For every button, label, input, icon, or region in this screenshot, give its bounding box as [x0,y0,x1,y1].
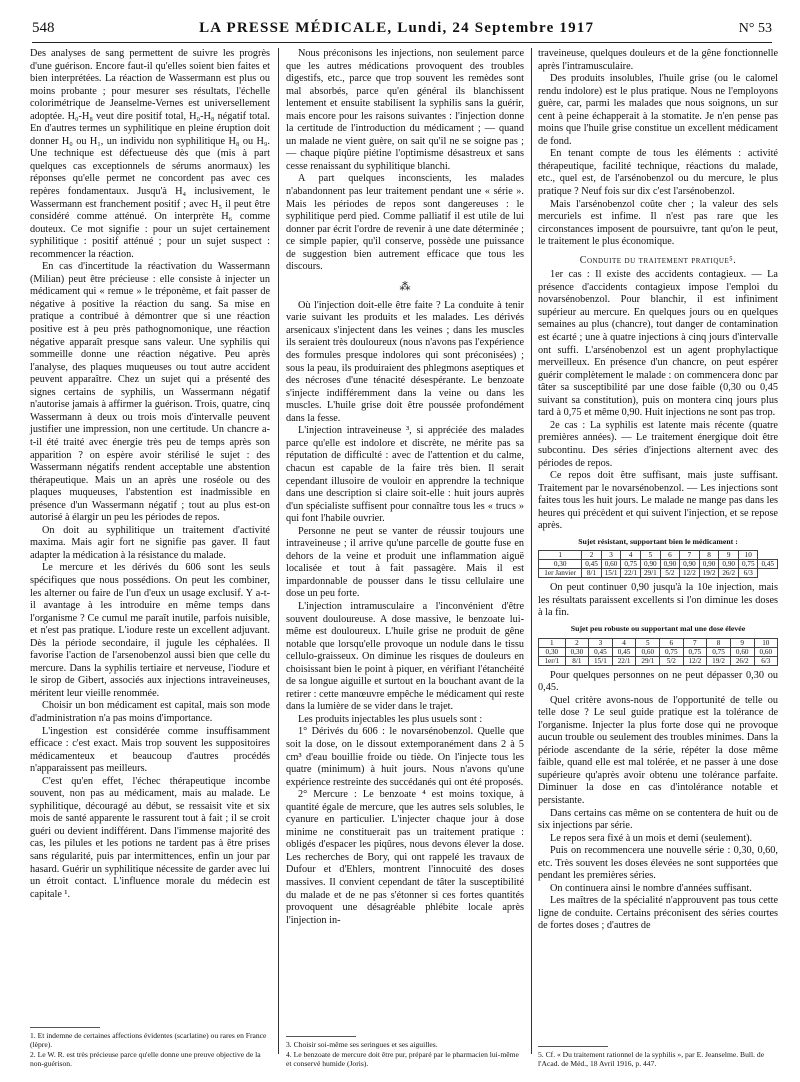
table-cell: 0,30 [565,647,588,656]
table-cell: 9 [719,551,739,560]
paragraph: On doit au syphilitique un traitement d'activité maxima. Mais agir fort ne signifie pas gaver. Il faut adapter la médication à la résistance du malade. [30,524,270,561]
table-cell: 0,60 [601,560,621,569]
table-cell: 5/2 [660,656,683,665]
table-cell: 0,45 [582,560,601,569]
column-2 [286,48,524,927]
table-cell: 0,60 [730,647,754,656]
paragraph: 2° Mercure : Le benzoate ⁴ est moins toxique, à quantité égale de mercure, que les autres sels solubles, le cyanure en particulier. L'injecter chaque jour à dose minime ne constituerait pas un traitement pratique : obligés d'espacer les piqûres, nous devons élever la dose. Les recherches de Bory, qui ont rappelé les travaux de Dufour et d'Ehlers, montrent l'innocuité des doses massives. Il convient cependant de tâter la susceptibilité du malade et de ne pas s'étonner si ces fortes quantités provoquent une désagréable phlébite locale après l'injection in- [286,789,524,926]
table-cell: 0,75 [739,560,758,569]
dose-table-frail [538,638,778,666]
table-cell: 12/2 [683,656,707,665]
table-cell: 15/1 [601,569,621,578]
paragraph: C'est qu'en effet, l'échec thérapeutique incombe souvent, non pas au médicament, mais au malade. Le syphilitique, découragé au début, se ressaisit vite et six mois de santé apparente le rassurent tout à fait ; il se croit guéri ou devient indifférent. Dans l'immense majorité des cas, les pilules et les potions ne tardent pas à être prises sans régularité, puis par intermittences, enfin un jour par hasard. Guérir un syphilitique nécessite de garder avec lui un étroit contact. L'influence morale du médecin est capitale ¹. [30,775,270,900]
table-cell: 19/2 [707,656,731,665]
table-cell: 9 [730,638,754,647]
table-cell: 6 [660,638,683,647]
paragraph: Nous préconisons les injections, non seulement parce que les autres médications provoquent des troubles digestifs, etc., parce que trop souvent les remèdes sont mal absorbés, parce qu'en général ils blanchissent lentement et ensuite stabilisent la syphilis sans la guérir, mais encore pour les raisons suivantes : l'injection donne la certitude de l'introduction du médicament ; — quand un malade ne vient guère, on sait qu'il ne se soigne pas ; — chaque piqûre piétine l'optimisme désastreux et sans cesse renaissant du syphilitique blanchi. [286,48,524,172]
table-cell: 6/3 [739,569,758,578]
footnote: 1. Et indemne de certaines affections évidentes (scarlatine) ou rares en France (lèpre). [30,1031,267,1050]
table-cell: 8 [707,638,731,647]
table-cell: 0,45 [589,647,613,656]
footnotes-col1 [30,1023,270,1068]
paragraph: Les maîtres de la spécialité n'approuvent pas tous cette ligne de conduite. Certains préconisent des séries courtes de fortes doses ; d'autres de [538,895,778,932]
section-break-asterism: ⁂ [399,280,411,293]
dose-table-resistant [538,550,778,578]
paragraph: Quel critère avons-nous de l'opportunité de telle ou telle dose ? Le seul guide pratique est la tolérance de l'organisme. Injecter la plus forte dose qui ne provoque aucun trouble ou seulement des troubles minimes. Dans la période ascendante de la série, répéter la dose même faible, quand elle est mal tolérée, et ne passer à une dose supérieure qu'après avoir obtenu une tolérance parfaite. Diminuer la dose en cas d'intolérance notable et persistante. [538,694,778,806]
column-divider [278,48,279,1054]
paragraph: Des analyses de sang permettent de suivre les progrès d'une guérison. Encore faut-il qu'elles soient bien faites et bien interprétées. La réaction de Wassermann est plus ou moins probante ; pour mesurer ses résultats, l'échelle colorimétrique de Jeanselme-Vernes est universellement adoptée. H₀-H₈ veut dire positif total, H₀-H₈ négatif total. En d'autres termes un syphilitique en pleine éruption doit donner H₀ ou H₁, un individu non syphilitique H₈ ou H₉. Une technique est défectueuse dès que (mis à part quelques cas exceptionnels de sérums anormaux) les réponses qu'elle permet ne concordent pas avec ces repères fondamentaux. Jusqu'à H₄ inclusivement, le Wassermann est franchement positif ; avec H₅ il peut être considéré comme atténué. On interprète H₆ comme douteux. Ce mot signifie : pour un sujet certainement syphilitique : positif atténué ; pour un sujet suspect : recommencer la réaction. [30,48,270,260]
header-rule [32,42,772,43]
paragraph: Pour quelques personnes on ne peut dépasser 0,30 ou 0,45. [538,669,778,694]
table-cell: 5 [636,638,660,647]
paragraph: En cas d'incertitude la réactivation du Wassermann (Milian) peut être précieuse : elle consiste à injecter un médicament qui « remue » le tréponème, et fait passer de négative à positive la réaction du sang. Sa mise en pratique a contribué à démontrer que si une réaction positive est à peu près pathognomonique, une réaction négative apparaît presque sans valeur. Une syphilis qui sommeille donne une réaction négative. Peu après l'analyse, des plaques muqueuses ou tout autre accident peuvent apparaître. Chez un sujet qui a présenté des signes certains de syphilis, un Wassermann négatif n'autorise jamais à affirmer la guérison. Trois, quatre, cinq Wassermann à deux ou trois mois d'intervalle peuvent justifier une impression, non une certitude. Un chancre a-t-il été traité avec énergie très peu de temps après son apparition ? on espère avoir stérilisé le sujet : des Wassermann négatifs rendent acceptable une abstention thérapeutique. Mais un an après une roséole ou des plaques muqueuses, l'abstention est inadmissible en présence d'un Wassermann négatif ; tout au plus est-on autorisé à élargir un peu les périodes de repos. [30,261,270,524]
footnote: 3. Choisir soi-même ses seringues et ses aiguilles. [286,1040,438,1050]
table-cell: 0,90 [641,560,661,569]
paragraph: Le repos sera fixé à un mois et demi (seulement). [550,832,753,844]
table-row [539,647,778,656]
table-cell: 0,30 [539,560,582,569]
table-cell: 3 [589,638,613,647]
table-cell: 0,90 [699,560,719,569]
paragraph: 2e cas : La syphilis est latente mais récente (quatre premières années). — Le traitement énergique doit être subcontinu. Des séries d'injections alternent avec des périodes de repos. [538,419,778,469]
paragraph: L'ingestion est considérée comme insuffisamment efficace : c'est exact. Mais trop souvent les suppositoires médicamenteux et beaucoup d'autres procédés n'apparaissent pas meilleurs. [30,725,270,775]
paragraph: Les produits injectables les plus usuels sont : [298,713,483,725]
table-cell: 19/2 [699,569,719,578]
footnote: 2. Le W. R. est très précieuse parce qu'elle donne une preuve objective de la non-guérison. [30,1049,261,1068]
table-cell: 0,45 [612,647,636,656]
paragraph: On peut continuer 0,90 jusqu'à la 10e injection, mais les résultats paraissent excellents si l'on diminue les doses à la fin. [538,582,778,619]
table-cell: 0,90 [660,560,679,569]
paragraph: Personne ne peut se vanter de réussir toujours une intraveineuse ; il arrive qu'une parcelle de goutte fuse en dehors de la veine et produit une inflammation aiguë localisée et tout à fait passagère. Mais il est impardonnable de pousser dans le tissu cellulaire une dose un peu forte. [286,525,524,600]
footnotes-col2 [286,1032,524,1068]
footnote: 5. Cf. « Du traitement rationnel de la syphilis », par E. Jeanselme. Bull. de l'Acad. de Méd., 18 Avril 1916, p. 447. [538,1049,765,1068]
paragraph: Choisir un bon médicament est capital, mais son mode d'administration n'a pas moins d'importance. [30,700,270,724]
table-cell: 29/1 [641,569,661,578]
table-cell: 0,45 [758,560,778,569]
table-cell: 8/1 [565,656,588,665]
table-row [539,560,778,569]
table-cell: 1er Janvier [539,569,582,578]
table-cell: 2 [582,551,601,560]
table-row [539,569,778,578]
footnotes-col3 [538,1042,778,1068]
table-cell: 3 [601,551,621,560]
table-cell: 10 [754,638,777,647]
section-heading: Conduite du traitement pratique⁵. [579,254,737,266]
table-cell: 0,90 [680,560,700,569]
table-cell: 26/2 [730,656,754,665]
table-cell: 1 [539,551,582,560]
footnote-rule [538,1046,608,1047]
paragraph: Des produits insolubles, l'huile grise (ou le calomel rendu indolore) est le plus pratique. Nous ne l'employons guère, car, parmi les malades que nous soignons, un sur cent à peine échapperait à la stomatite. Je n'en pense pas moins que l'huile grise constitue un excellent médicament de fond. [538,73,778,147]
table-cell: 0,30 [539,647,566,656]
paragraph: Le mercure et les dérivés du 606 sont les seuls spécifiques que nous possédions. On peut les combiner, les alterner ou faire de l'un d'eux un usage exclusif. Y a-t-il avantage à les introduire en même temps dans l'organisme ? Ce cumul me paraît inutile, parfois nuisible, et n'est pas pratique. L'iodure reste un excellent adjuvant. Dès la période secondaire, il jugule les céphalées. Il favorise l'action de l'arsenobenzol aussi bien que celle du mercure. Dans la syphilis tertiaire et nerveuse, l'iodure et le sirop de Gibert, associés aux injections intraveineuses, méritent leur vieille renommée. [30,562,270,699]
paragraph: Mais l'arsénobenzol coûte cher ; la valeur des sels mercuriels est infime. Il n'est pas rare que les circonstances imposent de poursuivre, tant qu'on le peut, le traitement le plus économique. [538,198,778,248]
footnote: 4. Le benzoate de mercure doit être pur, préparé par le pharmacien lui-même et conservé humide (Joris). [286,1049,519,1068]
table-cell: 22/1 [621,569,641,578]
table-cell: 0,90 [719,560,739,569]
table-cell: 10 [739,551,758,560]
column-divider [531,48,532,1054]
column-1 [30,48,270,901]
paragraph: A part quelques inconscients, les malades n'abandonnent pas leur traitement pendant une « série ». Mais les périodes de repos sont dangereuses : le syphilitique perd pied. Comme palliatif il est utile de lui donner par écrit l'ordre de revenir à une date déterminée ; ce simple papier, qu'il conserve, possède une puissance de suggestion bien autrement efficace que tous les discours. [286,173,524,273]
column-3 [538,48,778,933]
table-cell: 7 [680,551,700,560]
table-cell: 0,75 [660,647,683,656]
table-cell: 1er/1 [539,656,566,665]
table-cell: 8/1 [582,569,601,578]
table-cell: 12/2 [680,569,700,578]
paragraph: Ce repos doit être suffisant, mais juste suffisant. Traitement par le novarsénobenzol. — Les injections sont faites tous les huit jours. Le malade ne mange pas dans les heures qui précèdent et qui suivent l'injection, et se repose après. [538,470,778,532]
paragraph: 1er cas : Il existe des accidents contagieux. — La présence d'accidents contagieux impose l'emploi du novarsénobenzol. Pour blanchir, il est infiniment supérieur au mercure. En quelques jours ou en quelques semaines au plus (chancre), tout danger de contamination est écarté ; une à quatre injections à cinq jours d'intervalle ont suffi. L'arsénobenzol est un agent prophylactique merveilleux. En présence d'un chancre, on peut espérer guérir complètement le malade : on commencera donc par tâter sa susceptibilité par une dose faible (0,30 ou 0,45 suivant sa constitution), puis on montera cinq jours plus tard à 0,75 et même 0,90. Huit injections ne sont pas trop. [538,269,778,419]
table-cell: 8 [699,551,719,560]
paragraph: Puis on recommencera une nouvelle série : 0,30, 0,60, etc. Très souvent les doses élevées ne sont supportées que pendant les premières séries. [538,845,778,882]
table-cell: 4 [621,551,641,560]
table-cell: 26/2 [719,569,739,578]
journal-title: LA PRESSE MÉDICALE, Lundi, 24 Septembre 1917 [199,20,595,36]
table-cell: 22/1 [612,656,636,665]
footnote-rule [30,1027,100,1028]
table-cell: 6 [660,551,679,560]
table-cell: 29/1 [636,656,660,665]
table-row [539,638,778,647]
table-cell: 2 [565,638,588,647]
table-row [539,551,778,560]
table-cell: 5/2 [660,569,679,578]
table-cell: 1 [539,638,566,647]
page-number: 548 [32,20,55,36]
paragraph: L'injection intramusculaire a l'inconvénient d'être souvent douloureuse. A dose massive, le benzoate lui-même est douloureux. L'huile grise ne produit de gêne notable que lorsqu'elle provoque un nodule dans le tissu cellulo-graisseux. On diminue les risques de douleurs en choisissant bien le point à piquer, en vérifiant l'étanchéité de sa longue aiguille et surtout en la bouchant avant de la retirer : cette manœuvre empêche le médicament qui reste dans la lumière de se vider dans le trajet. [286,600,524,713]
table-cell: 7 [683,638,707,647]
table-cell: 0,60 [636,647,660,656]
table-cell: 0,75 [707,647,731,656]
paragraph: On continuera ainsi le nombre d'années suffisant. [550,882,752,894]
table-cell: 6/3 [754,656,777,665]
table-caption: Sujet résistant, supportant bien le médicament : [578,536,738,546]
paragraph: L'injection intraveineuse ³, si appréciée des malades parce qu'elle est indolore et discrète, ne mérite pas sa réputation de difficulté : avec de l'attention et du calme, chacun est capable de la faire très bien. Il serait cependant illusoire de vouloir en apprendre la technique dans une description si claire soit-elle : huit jours auprès d'un spécialiste suffisent pour connaître tous les « trucs » qui font l'habile ouvrier. [286,425,524,525]
paragraph: traveineuse, quelques douleurs et de la gêne fonctionnelle après l'intramusculaire. [538,48,778,72]
page-header [32,20,772,42]
paragraph: En tenant compte de tous les éléments : activité thérapeutique, facilité technique, réactions du malade, etc., quel est, de l'arsénobenzol ou du mercure, le plus pratique ? Neuf fois sur dix c'est l'arsénobenzol. [538,148,778,198]
paragraph: Dans certains cas même on se contentera de huit ou de six injections par série. [538,807,778,832]
issue-number: N° 53 [738,21,772,36]
table-cell: 15/1 [589,656,613,665]
paragraph: 1° Dérivés du 606 : le novarsénobenzol. Quelle que soit la dose, on le dissout extemporanément dans 2 à 5 cm³ d'eau bouillie froide ou tiède. On l'injecte tous les quatre (minimum) à huit jours. Nous n'avons qu'une expérience restreinte des succédanés qui ont été proposés. [286,726,524,788]
table-cell: 0,75 [683,647,707,656]
table-cell: 0,75 [621,560,641,569]
table-cell: 4 [612,638,636,647]
table-caption: Sujet peu robuste ou supportant mal une dose élevée [570,623,746,633]
table-cell: 5 [641,551,661,560]
table-row [539,656,778,665]
paragraph: Où l'injection doit-elle être faite ? La conduite à tenir varie suivant les produits et les malades. Les dérivés arsenicaux s'injectent dans les veines ; dans les muscles ils seraient très douloureux (nous n'avons pas l'expérience des formules presque indolores qui sont préconisées) ; sous la peau, ils produiraient des phlegmons aseptiques et des nécroses d'une ténacité désespérante. Le benzoate s'injecte indifféremment dans la veine ou dans les muscles. L'huile grise doit être poussée profondément dans la fesse. [286,299,524,424]
table-cell: 0,60 [754,647,777,656]
footnote-rule [286,1036,356,1037]
